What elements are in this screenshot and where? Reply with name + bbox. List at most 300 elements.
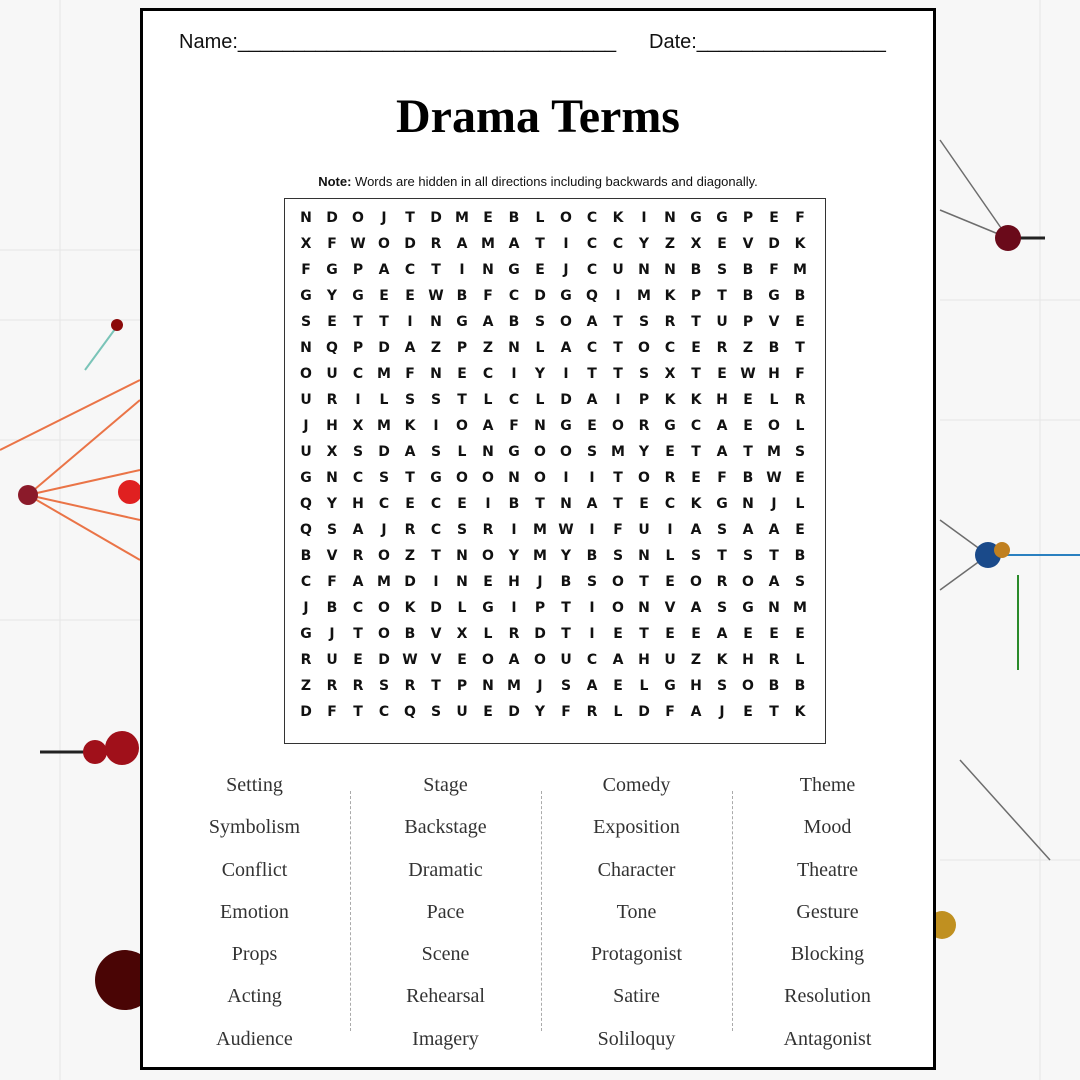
grid-cell[interactable]: B — [794, 678, 806, 694]
grid-cell[interactable]: I — [485, 496, 491, 512]
grid-cell[interactable]: R — [794, 392, 806, 408]
grid-cell[interactable]: M — [377, 574, 391, 590]
grid-cell[interactable]: D — [534, 626, 546, 642]
grid-cell[interactable]: U — [326, 366, 338, 382]
grid-cell[interactable]: L — [795, 496, 805, 512]
grid-cell[interactable]: N — [300, 340, 312, 356]
grid-cell[interactable]: I — [563, 366, 569, 382]
grid-cell[interactable]: L — [769, 392, 779, 408]
grid-cell[interactable]: Y — [326, 496, 338, 512]
grid-cell[interactable]: Q — [300, 522, 312, 538]
grid-cell[interactable]: G — [768, 288, 780, 304]
grid-cell[interactable]: E — [483, 574, 493, 590]
grid-cell[interactable]: O — [690, 574, 702, 590]
grid-cell[interactable]: I — [589, 600, 595, 616]
grid-cell[interactable]: D — [378, 652, 390, 668]
grid-cell[interactable]: Y — [534, 366, 546, 382]
grid-cell[interactable]: S — [430, 392, 442, 408]
grid-cell[interactable]: A — [404, 340, 416, 356]
grid-cell[interactable]: E — [639, 496, 649, 512]
grid-cell[interactable]: B — [508, 210, 520, 226]
grid-cell[interactable]: G — [664, 678, 676, 694]
grid-cell[interactable]: O — [742, 678, 754, 694]
grid-cell[interactable]: O — [560, 444, 572, 460]
grid-cell[interactable]: X — [300, 236, 312, 252]
grid-cell[interactable]: T — [353, 704, 363, 720]
grid-cell[interactable]: D — [768, 236, 780, 252]
grid-cell[interactable]: T — [431, 548, 441, 564]
grid-cell[interactable]: D — [508, 704, 520, 720]
grid-cell[interactable]: L — [665, 548, 675, 564]
grid-cell[interactable]: N — [534, 418, 546, 434]
grid-cell[interactable]: L — [483, 392, 493, 408]
grid-cell[interactable]: G — [508, 262, 520, 278]
grid-cell[interactable]: Z — [742, 340, 754, 356]
grid-cell[interactable]: G — [690, 210, 702, 226]
grid-cell[interactable]: O — [482, 548, 494, 564]
grid-cell[interactable]: Z — [300, 678, 312, 694]
grid-cell[interactable]: C — [664, 340, 676, 356]
grid-cell[interactable]: E — [691, 340, 701, 356]
grid-cell[interactable]: T — [769, 548, 779, 564]
grid-cell[interactable]: O — [768, 418, 780, 434]
grid-cell[interactable]: M — [377, 366, 391, 382]
grid-cell[interactable]: T — [639, 626, 649, 642]
grid-cell[interactable]: J — [381, 522, 387, 538]
grid-cell[interactable]: S — [716, 600, 728, 616]
grid-cell[interactable]: H — [716, 392, 728, 408]
grid-cell[interactable]: G — [300, 470, 312, 486]
grid-cell[interactable]: O — [560, 314, 572, 330]
grid-cell[interactable]: A — [378, 262, 390, 278]
grid-cell[interactable]: W — [402, 652, 418, 668]
grid-cell[interactable]: M — [611, 444, 625, 460]
grid-cell[interactable]: E — [405, 496, 415, 512]
grid-cell[interactable]: F — [665, 704, 675, 720]
grid-cell[interactable]: T — [691, 366, 701, 382]
grid-cell[interactable]: G — [508, 444, 520, 460]
grid-cell[interactable]: E — [405, 288, 415, 304]
grid-cell[interactable]: C — [586, 262, 598, 278]
grid-cell[interactable]: I — [589, 522, 595, 538]
grid-cell[interactable]: T — [769, 704, 779, 720]
grid-cell[interactable]: N — [742, 496, 754, 512]
grid-cell[interactable]: T — [743, 444, 753, 460]
grid-cell[interactable]: D — [430, 600, 442, 616]
grid-cell[interactable]: N — [560, 496, 572, 512]
grid-cell[interactable]: S — [690, 548, 702, 564]
grid-cell[interactable]: B — [508, 496, 520, 512]
grid-cell[interactable]: N — [482, 262, 494, 278]
grid-cell[interactable]: J — [303, 418, 309, 434]
grid-cell[interactable]: A — [716, 626, 728, 642]
grid-cell[interactable]: T — [379, 314, 389, 330]
grid-cell[interactable]: I — [563, 236, 569, 252]
grid-cell[interactable]: V — [742, 236, 754, 252]
name-field[interactable]: Name:__________________________________ — [179, 31, 617, 53]
grid-cell[interactable]: M — [637, 288, 651, 304]
grid-cell[interactable]: A — [612, 652, 624, 668]
grid-cell[interactable]: B — [456, 288, 468, 304]
grid-cell[interactable]: R — [430, 236, 442, 252]
grid-cell[interactable]: M — [481, 236, 495, 252]
grid-cell[interactable]: S — [638, 314, 650, 330]
grid-cell[interactable]: E — [353, 652, 363, 668]
grid-cell[interactable]: Q — [586, 288, 598, 304]
grid-cell[interactable]: K — [664, 288, 676, 304]
grid-cell[interactable]: G — [716, 496, 728, 512]
grid-cell[interactable]: O — [534, 444, 546, 460]
grid-cell[interactable]: O — [742, 574, 754, 590]
grid-cell[interactable]: S — [586, 574, 598, 590]
grid-cell[interactable]: C — [482, 366, 494, 382]
grid-cell[interactable]: C — [664, 496, 676, 512]
grid-cell[interactable]: D — [404, 574, 416, 590]
grid-cell[interactable]: R — [482, 522, 494, 538]
grid-cell[interactable]: M — [455, 210, 469, 226]
grid-cell[interactable]: B — [794, 548, 806, 564]
grid-cell[interactable]: P — [456, 340, 468, 356]
grid-cell[interactable]: W — [350, 236, 366, 252]
grid-cell[interactable]: N — [508, 470, 520, 486]
grid-cell[interactable]: R — [326, 678, 338, 694]
grid-cell[interactable]: I — [589, 626, 595, 642]
grid-cell[interactable]: K — [794, 236, 806, 252]
grid-cell[interactable]: A — [508, 236, 520, 252]
grid-cell[interactable]: R — [326, 392, 338, 408]
grid-cell[interactable]: H — [742, 652, 754, 668]
grid-cell[interactable]: R — [352, 678, 364, 694]
grid-cell[interactable]: E — [717, 236, 727, 252]
grid-cell[interactable]: A — [586, 496, 598, 512]
grid-cell[interactable]: B — [742, 262, 754, 278]
grid-cell[interactable]: N — [430, 314, 442, 330]
grid-cell[interactable]: J — [303, 600, 309, 616]
grid-cell[interactable]: O — [300, 366, 312, 382]
grid-cell[interactable]: V — [768, 314, 780, 330]
grid-cell[interactable]: E — [457, 652, 467, 668]
grid-cell[interactable]: O — [638, 470, 650, 486]
grid-cell[interactable]: T — [431, 678, 441, 694]
grid-cell[interactable]: L — [457, 444, 467, 460]
grid-cell[interactable]: S — [456, 522, 468, 538]
grid-cell[interactable]: F — [613, 522, 623, 538]
grid-cell[interactable]: V — [664, 600, 676, 616]
grid-cell[interactable]: F — [327, 236, 337, 252]
grid-cell[interactable]: U — [456, 704, 468, 720]
grid-cell[interactable]: G — [560, 418, 572, 434]
grid-cell[interactable]: O — [482, 652, 494, 668]
grid-cell[interactable]: B — [690, 262, 702, 278]
grid-cell[interactable]: K — [612, 210, 624, 226]
grid-cell[interactable]: M — [793, 600, 807, 616]
grid-cell[interactable]: F — [717, 470, 727, 486]
grid-cell[interactable]: N — [638, 262, 650, 278]
grid-cell[interactable]: S — [300, 314, 312, 330]
grid-cell[interactable]: R — [768, 652, 780, 668]
grid-cell[interactable]: E — [691, 626, 701, 642]
grid-cell[interactable]: G — [482, 600, 494, 616]
grid-cell[interactable]: S — [716, 262, 728, 278]
grid-cell[interactable]: B — [560, 574, 572, 590]
grid-cell[interactable]: Y — [560, 548, 572, 564]
grid-cell[interactable]: N — [768, 600, 780, 616]
grid-cell[interactable]: G — [300, 288, 312, 304]
grid-cell[interactable]: T — [639, 574, 649, 590]
grid-cell[interactable]: E — [613, 678, 623, 694]
grid-cell[interactable]: E — [457, 366, 467, 382]
grid-cell[interactable]: F — [405, 366, 415, 382]
grid-cell[interactable]: S — [378, 470, 390, 486]
grid-cell[interactable]: B — [586, 548, 598, 564]
grid-cell[interactable]: R — [664, 314, 676, 330]
grid-cell[interactable]: S — [352, 444, 364, 460]
date-field[interactable]: Date:_________________ — [649, 31, 886, 53]
grid-cell[interactable]: A — [586, 678, 598, 694]
grid-cell[interactable]: E — [379, 288, 389, 304]
grid-cell[interactable]: A — [352, 522, 364, 538]
grid-cell[interactable]: N — [638, 600, 650, 616]
grid-cell[interactable]: M — [793, 262, 807, 278]
grid-cell[interactable]: N — [482, 678, 494, 694]
grid-cell[interactable]: G — [352, 288, 364, 304]
grid-cell[interactable]: T — [613, 470, 623, 486]
grid-cell[interactable]: Z — [482, 340, 494, 356]
grid-cell[interactable]: L — [535, 392, 545, 408]
grid-cell[interactable]: R — [716, 340, 728, 356]
grid-cell[interactable]: H — [326, 418, 338, 434]
grid-cell[interactable]: Q — [404, 704, 416, 720]
grid-cell[interactable]: T — [613, 366, 623, 382]
grid-cell[interactable]: O — [638, 340, 650, 356]
grid-cell[interactable]: P — [534, 600, 546, 616]
grid-cell[interactable]: I — [563, 470, 569, 486]
grid-cell[interactable]: G — [430, 470, 442, 486]
grid-cell[interactable]: T — [613, 496, 623, 512]
grid-cell[interactable]: O — [534, 652, 546, 668]
grid-cell[interactable]: O — [482, 470, 494, 486]
grid-cell[interactable]: O — [378, 236, 390, 252]
grid-cell[interactable]: A — [690, 600, 702, 616]
grid-cell[interactable]: P — [742, 314, 754, 330]
grid-cell[interactable]: N — [664, 210, 676, 226]
grid-cell[interactable]: D — [534, 288, 546, 304]
grid-cell[interactable]: E — [535, 262, 545, 278]
grid-cell[interactable]: G — [716, 210, 728, 226]
grid-cell[interactable]: E — [691, 470, 701, 486]
grid-cell[interactable]: I — [615, 392, 621, 408]
grid-cell[interactable]: C — [352, 366, 364, 382]
grid-cell[interactable]: U — [664, 652, 676, 668]
grid-cell[interactable]: O — [378, 626, 390, 642]
grid-cell[interactable]: A — [404, 444, 416, 460]
grid-cell[interactable]: E — [665, 444, 675, 460]
grid-cell[interactable]: I — [433, 574, 439, 590]
grid-cell[interactable]: T — [691, 314, 701, 330]
grid-cell[interactable]: K — [664, 392, 676, 408]
grid-cell[interactable]: Z — [664, 236, 676, 252]
grid-cell[interactable]: A — [690, 522, 702, 538]
grid-cell[interactable]: T — [561, 600, 571, 616]
grid-cell[interactable]: F — [483, 288, 493, 304]
grid-cell[interactable]: C — [378, 704, 390, 720]
grid-cell[interactable]: K — [716, 652, 728, 668]
grid-cell[interactable]: E — [587, 418, 597, 434]
grid-cell[interactable]: G — [742, 600, 754, 616]
grid-cell[interactable]: P — [690, 288, 702, 304]
grid-cell[interactable]: T — [587, 366, 597, 382]
grid-cell[interactable]: Y — [326, 288, 338, 304]
grid-cell[interactable]: M — [507, 678, 521, 694]
grid-cell[interactable]: T — [613, 314, 623, 330]
grid-cell[interactable]: T — [535, 236, 545, 252]
grid-cell[interactable]: K — [794, 704, 806, 720]
grid-cell[interactable]: G — [300, 626, 312, 642]
grid-cell[interactable]: A — [482, 418, 494, 434]
grid-cell[interactable]: P — [742, 210, 754, 226]
grid-cell[interactable]: E — [795, 470, 805, 486]
grid-cell[interactable]: I — [511, 522, 517, 538]
grid-cell[interactable]: D — [560, 392, 572, 408]
grid-cell[interactable]: U — [300, 392, 312, 408]
grid-cell[interactable]: V — [430, 626, 442, 642]
grid-cell[interactable]: S — [430, 704, 442, 720]
grid-cell[interactable]: E — [457, 496, 467, 512]
grid-cell[interactable]: H — [768, 366, 780, 382]
grid-cell[interactable]: E — [743, 626, 753, 642]
grid-cell[interactable]: W — [740, 366, 756, 382]
grid-cell[interactable]: I — [641, 210, 647, 226]
grid-cell[interactable]: C — [690, 418, 702, 434]
grid-cell[interactable]: T — [457, 392, 467, 408]
grid-cell[interactable]: K — [404, 418, 416, 434]
grid-cell[interactable]: C — [508, 392, 520, 408]
grid-cell[interactable]: L — [613, 704, 623, 720]
grid-cell[interactable]: I — [433, 418, 439, 434]
grid-cell[interactable]: D — [404, 236, 416, 252]
grid-cell[interactable]: F — [301, 262, 311, 278]
grid-cell[interactable]: R — [586, 704, 598, 720]
grid-cell[interactable]: J — [537, 574, 543, 590]
grid-cell[interactable]: A — [560, 340, 572, 356]
grid-cell[interactable]: N — [326, 470, 338, 486]
grid-cell[interactable]: A — [586, 392, 598, 408]
grid-cell[interactable]: G — [560, 288, 572, 304]
grid-cell[interactable]: N — [430, 366, 442, 382]
grid-cell[interactable]: O — [560, 210, 572, 226]
grid-cell[interactable]: F — [795, 366, 805, 382]
grid-cell[interactable]: I — [589, 470, 595, 486]
grid-cell[interactable]: E — [483, 704, 493, 720]
grid-cell[interactable]: L — [483, 626, 493, 642]
grid-cell[interactable]: B — [794, 288, 806, 304]
grid-cell[interactable]: I — [511, 600, 517, 616]
grid-cell[interactable]: D — [638, 704, 650, 720]
grid-cell[interactable]: T — [405, 470, 415, 486]
grid-cell[interactable]: T — [353, 626, 363, 642]
grid-cell[interactable]: S — [378, 678, 390, 694]
grid-cell[interactable]: J — [381, 210, 387, 226]
grid-cell[interactable]: X — [456, 626, 468, 642]
grid-cell[interactable]: E — [795, 626, 805, 642]
grid-cell[interactable]: J — [537, 678, 543, 694]
grid-cell[interactable]: L — [535, 210, 545, 226]
grid-cell[interactable]: B — [508, 314, 520, 330]
grid-cell[interactable]: N — [456, 574, 468, 590]
grid-cell[interactable]: A — [768, 574, 780, 590]
grid-cell[interactable]: K — [690, 392, 702, 408]
grid-cell[interactable]: S — [716, 522, 728, 538]
grid-cell[interactable]: R — [508, 626, 520, 642]
grid-cell[interactable]: O — [612, 574, 624, 590]
grid-cell[interactable]: C — [612, 236, 624, 252]
grid-cell[interactable]: H — [352, 496, 364, 512]
grid-cell[interactable]: E — [665, 626, 675, 642]
grid-cell[interactable]: U — [612, 262, 624, 278]
grid-cell[interactable]: I — [407, 314, 413, 330]
grid-cell[interactable]: Z — [404, 548, 416, 564]
grid-cell[interactable]: Y — [638, 236, 650, 252]
grid-cell[interactable]: C — [586, 652, 598, 668]
grid-cell[interactable]: C — [352, 470, 364, 486]
grid-cell[interactable]: L — [795, 418, 805, 434]
grid-cell[interactable]: R — [716, 574, 728, 590]
grid-cell[interactable]: O — [352, 210, 364, 226]
grid-cell[interactable]: C — [586, 236, 598, 252]
grid-cell[interactable]: O — [612, 418, 624, 434]
grid-cell[interactable]: O — [456, 470, 468, 486]
grid-cell[interactable]: X — [352, 418, 364, 434]
grid-cell[interactable]: J — [329, 626, 335, 642]
grid-cell[interactable]: H — [638, 652, 650, 668]
grid-cell[interactable]: M — [533, 522, 547, 538]
grid-cell[interactable]: O — [612, 600, 624, 616]
grid-cell[interactable]: R — [664, 470, 676, 486]
grid-cell[interactable]: E — [743, 392, 753, 408]
grid-cell[interactable]: T — [535, 496, 545, 512]
grid-cell[interactable]: J — [771, 496, 777, 512]
grid-cell[interactable]: S — [612, 548, 624, 564]
grid-cell[interactable]: P — [638, 392, 650, 408]
grid-cell[interactable]: I — [459, 262, 465, 278]
grid-cell[interactable]: E — [613, 626, 623, 642]
grid-cell[interactable]: B — [768, 678, 780, 694]
grid-cell[interactable]: G — [664, 418, 676, 434]
grid-cell[interactable]: P — [456, 678, 468, 694]
grid-cell[interactable]: O — [534, 470, 546, 486]
grid-cell[interactable]: R — [638, 418, 650, 434]
grid-cell[interactable]: I — [355, 392, 361, 408]
grid-cell[interactable]: A — [716, 444, 728, 460]
grid-cell[interactable]: X — [664, 366, 676, 382]
grid-cell[interactable]: J — [719, 704, 725, 720]
grid-cell[interactable]: F — [561, 704, 571, 720]
grid-cell[interactable]: I — [667, 522, 673, 538]
grid-cell[interactable]: J — [563, 262, 569, 278]
grid-cell[interactable]: K — [404, 600, 416, 616]
grid-cell[interactable]: W — [766, 470, 782, 486]
grid-cell[interactable]: Q — [300, 496, 312, 512]
grid-cell[interactable]: A — [508, 652, 520, 668]
grid-cell[interactable]: E — [717, 366, 727, 382]
grid-cell[interactable]: X — [326, 444, 338, 460]
grid-cell[interactable]: H — [690, 678, 702, 694]
grid-cell[interactable]: T — [353, 314, 363, 330]
grid-cell[interactable]: Z — [430, 340, 442, 356]
grid-cell[interactable]: S — [716, 678, 728, 694]
grid-cell[interactable]: E — [483, 210, 493, 226]
grid-cell[interactable]: O — [378, 600, 390, 616]
